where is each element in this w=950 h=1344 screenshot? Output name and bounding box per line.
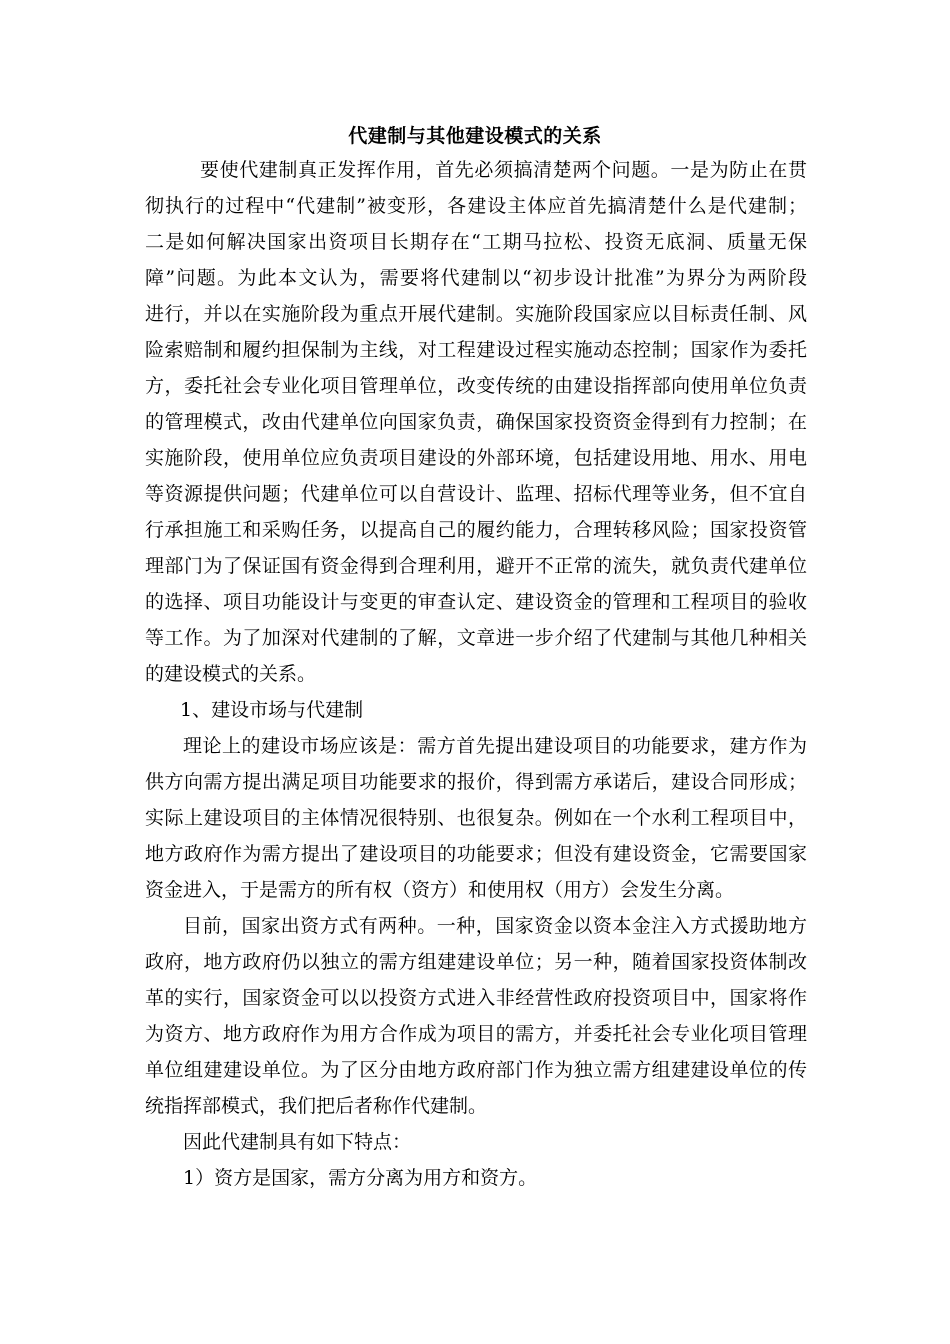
document-title: 代建制与其他建设模式的关系 (348, 125, 602, 147)
paragraph-line: 理论上的建设市场应该是：需方首先提出建设项目的功能要求，建方作为 (183, 735, 807, 757)
paragraph-line: 为资方、地方政府作为用方合作成为项目的需方，并委托社会专业化项目管理 (145, 1023, 807, 1045)
paragraph-line: 供方向需方提出满足项目功能要求的报价，得到需方承诺后，建设合同形成； (145, 771, 807, 793)
paragraph-line: 统指挥部模式，我们把后者称作代建制。 (145, 1095, 488, 1117)
section-heading: 1、建设市场与代建制 (180, 699, 364, 721)
paragraph-line: 等工作。为了加深对代建制的了解，文章进一步介绍了代建制与其他几种相关 (145, 627, 807, 649)
paragraph-line: 革的实行，国家资金可以以投资方式进入非经营性政府投资项目中，国家将作 (145, 987, 807, 1009)
paragraph-line: 因此代建制具有如下特点： (183, 1131, 412, 1153)
list-item: 1）资方是国家，需方分离为用方和资方。 (183, 1167, 538, 1189)
paragraph-line: 目前，国家出资方式有两种。一种，国家资金以资本金注入方式援助地方 (183, 915, 807, 937)
paragraph-line: 行承担施工和采购任务，以提高自己的履约能力，合理转移风险；国家投资管 (145, 519, 807, 541)
paragraph-line: 的建设模式的关系。 (145, 663, 317, 685)
paragraph-line: 理部门为了保证国有资金得到合理利用，避开不正常的流失，就负责代建单位 (145, 555, 807, 577)
paragraph-line: 地方政府作为需方提出了建设项目的功能要求；但没有建设资金，它需要国家 (145, 843, 807, 865)
paragraph-line: 实施阶段，使用单位应负责项目建设的外部环境，包括建设用地、用水、用电 (145, 447, 807, 469)
paragraph-line: 单位组建建设单位。为了区分由地方政府部门作为独立需方组建建设单位的传 (145, 1059, 807, 1081)
paragraph-line: 二是如何解决国家出资项目长期存在“工期马拉松、投资无底洞、质量无保 (145, 231, 807, 253)
paragraph-line: 方，委托社会专业化项目管理单位，改变传统的由建设指挥部向使用单位负责 (145, 375, 807, 397)
paragraph-line: 的选择、项目功能设计与变更的审查认定、建设资金的管理和工程项目的验收 (145, 591, 807, 613)
paragraph-line: 实际上建设项目的主体情况很特别、也很复杂。例如在一个水利工程项目中， (145, 807, 807, 829)
paragraph-line: 的管理模式，改由代建单位向国家负责，确保国家投资资金得到有力控制；在 (145, 411, 807, 433)
paragraph-line: 进行，并以在实施阶段为重点开展代建制。实施阶段国家应以目标责任制、风 (145, 303, 807, 325)
paragraph-line: 等资源提供问题；代建单位可以自营设计、监理、招标代理等业务，但不宜自 (145, 483, 807, 505)
paragraph-line: 彻执行的过程中“代建制”被变形，各建设主体应首先搞清楚什么是代建制； (145, 195, 807, 217)
paragraph-line: 要使代建制真正发挥作用，首先必须搞清楚两个问题。一是为防止在贯 (200, 159, 807, 181)
paragraph-line: 政府，地方政府仍以独立的需方组建建设单位；另一种，随着国家投资体制改 (145, 951, 807, 973)
paragraph-line: 障”问题。为此本文认为，需要将代建制以“初步设计批准”为界分为两阶段 (145, 267, 807, 289)
paragraph-line: 险索赔制和履约担保制为主线，对工程建设过程实施动态控制；国家作为委托 (145, 339, 807, 361)
paragraph-line: 资金进入，于是需方的所有权（资方）和使用权（用方）会发生分离。 (145, 879, 735, 901)
